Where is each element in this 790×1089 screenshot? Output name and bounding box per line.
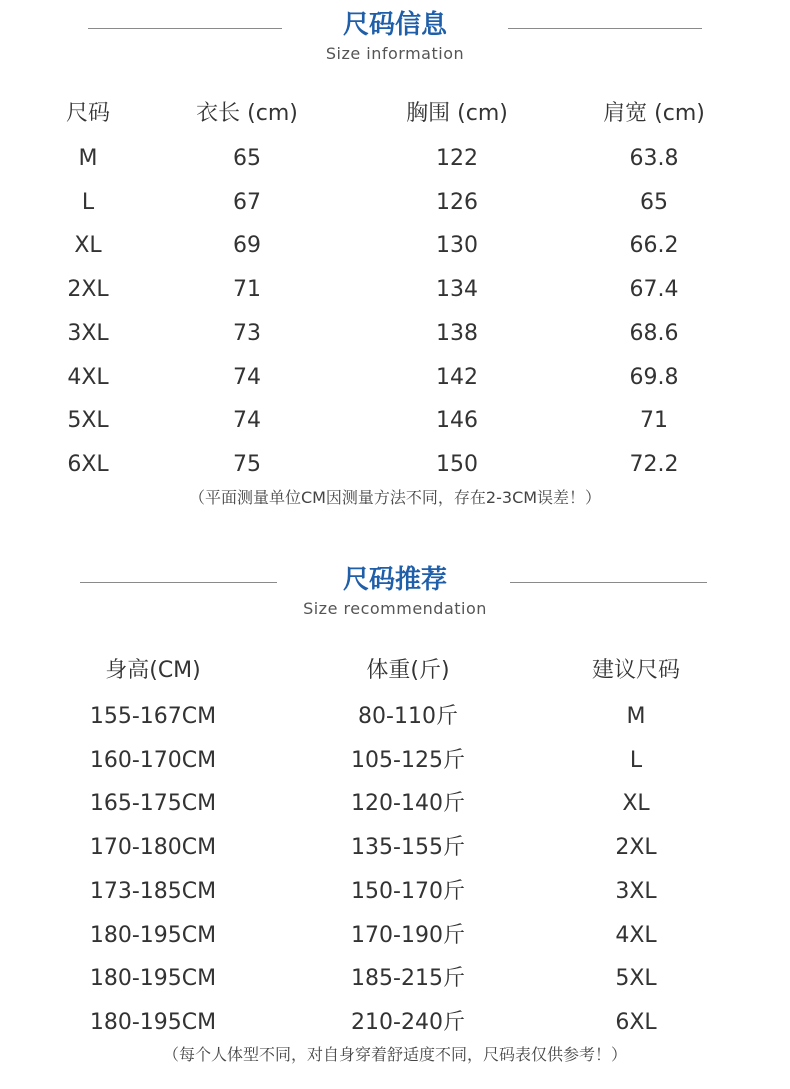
size-rec-cell: 155-167CM xyxy=(89,704,217,729)
size-info-cell: 63.8 xyxy=(629,146,679,171)
size-rec-cell: 135-155斤 xyxy=(351,835,465,861)
size-rec-cell: 2XL xyxy=(615,835,657,861)
size-rec-cell: 105-125斤 xyxy=(351,747,465,773)
size-rec-header-2: 建议尺码 xyxy=(591,658,680,683)
size-info-cell: 65 xyxy=(640,189,668,215)
size-info-cell: 68.6 xyxy=(629,320,679,346)
size-info-cell: 5XL xyxy=(67,408,109,434)
size-rec-cell: 160-170CM xyxy=(89,747,217,773)
size-rec-cell: 170-190斤 xyxy=(351,922,465,948)
size-info-cell: 6XL xyxy=(67,451,109,477)
size-info-cell: 73 xyxy=(233,320,261,346)
size-rec-cell: 180-195CM xyxy=(89,1009,217,1035)
size-rec-subtitle: Size recommendation xyxy=(303,599,487,618)
size-info-title: 尺码信息 xyxy=(342,10,447,40)
size-info-cell: M xyxy=(78,146,98,171)
size-info-cell: 71 xyxy=(233,277,261,303)
size-rec-cell: 5XL xyxy=(615,966,657,992)
size-info-header-1: 衣长 (cm) xyxy=(196,101,298,126)
size-info-cell: 2XL xyxy=(67,277,109,303)
size-rec-cell: 180-195CM xyxy=(89,966,217,992)
size-info-cell: 67.4 xyxy=(629,277,679,303)
size-info-section xyxy=(0,0,790,520)
size-rec-cell: 180-195CM xyxy=(89,922,217,948)
size-info-cell: 66.2 xyxy=(629,233,679,259)
size-rec-cell: 120-140斤 xyxy=(351,791,465,817)
size-rec-cell: 170-180CM xyxy=(89,835,217,861)
size-rec-note: （每个人体型不同，对自身穿着舒适度不同，尺码表仅供参考！） xyxy=(162,1045,627,1064)
size-info-cell: 74 xyxy=(233,364,261,390)
size-info-cell: XL xyxy=(74,233,102,259)
size-info-header-0: 尺码 xyxy=(65,101,110,126)
size-info-note: （平面测量单位CM因测量方法不同，存在2-3CM误差！） xyxy=(188,488,602,507)
size-info-cell: 72.2 xyxy=(629,451,679,477)
size-rec-title: 尺码推荐 xyxy=(342,565,447,595)
size-info-cell: 74 xyxy=(233,408,261,434)
size-info-cell: 75 xyxy=(233,451,261,477)
size-rec-rule-right xyxy=(510,582,707,583)
size-rec-rule-left xyxy=(80,582,277,583)
size-rec-header-0: 身高(CM) xyxy=(105,658,201,683)
size-rec-cell: 80-110斤 xyxy=(358,704,458,729)
size-info-cell: 69 xyxy=(233,233,261,259)
size-info-cell: 4XL xyxy=(67,364,109,390)
size-rec-cell: 4XL xyxy=(615,922,657,948)
size-rec-cell: 210-240斤 xyxy=(351,1009,465,1035)
size-rec-cell: 185-215斤 xyxy=(351,966,465,992)
size-info-cell: L xyxy=(81,189,95,215)
size-info-cell: 67 xyxy=(233,189,261,215)
size-info-cell: 130 xyxy=(436,233,478,259)
size-info-header-2: 胸围 (cm) xyxy=(406,101,508,126)
size-rec-cell: XL xyxy=(622,791,650,817)
size-info-cell: 142 xyxy=(436,364,478,390)
size-info-cell: 3XL xyxy=(67,320,109,346)
size-info-cell: 134 xyxy=(436,277,478,303)
size-info-cell: 71 xyxy=(640,408,668,434)
size-info-cell: 146 xyxy=(436,408,478,434)
size-info-cell: 69.8 xyxy=(629,364,679,390)
size-rec-header-1: 体重(斤) xyxy=(366,658,450,683)
size-rec-cell: L xyxy=(629,747,643,773)
size-info-cell: 122 xyxy=(436,146,478,171)
size-info-cell: 126 xyxy=(436,189,478,215)
size-info-subtitle: Size information xyxy=(325,44,465,63)
size-rec-cell: M xyxy=(626,704,646,729)
size-info-cell: 65 xyxy=(233,146,261,171)
size-rec-cell: 165-175CM xyxy=(89,791,217,817)
size-rec-cell: 6XL xyxy=(615,1009,657,1035)
size-rec-cell: 150-170斤 xyxy=(351,878,465,904)
size-info-header-3: 肩宽 (cm) xyxy=(603,101,705,126)
size-rec-cell: 3XL xyxy=(615,878,657,904)
size-info-cell: 138 xyxy=(436,320,478,346)
size-info-cell: 150 xyxy=(436,451,478,477)
size-rec-cell: 173-185CM xyxy=(89,878,217,904)
